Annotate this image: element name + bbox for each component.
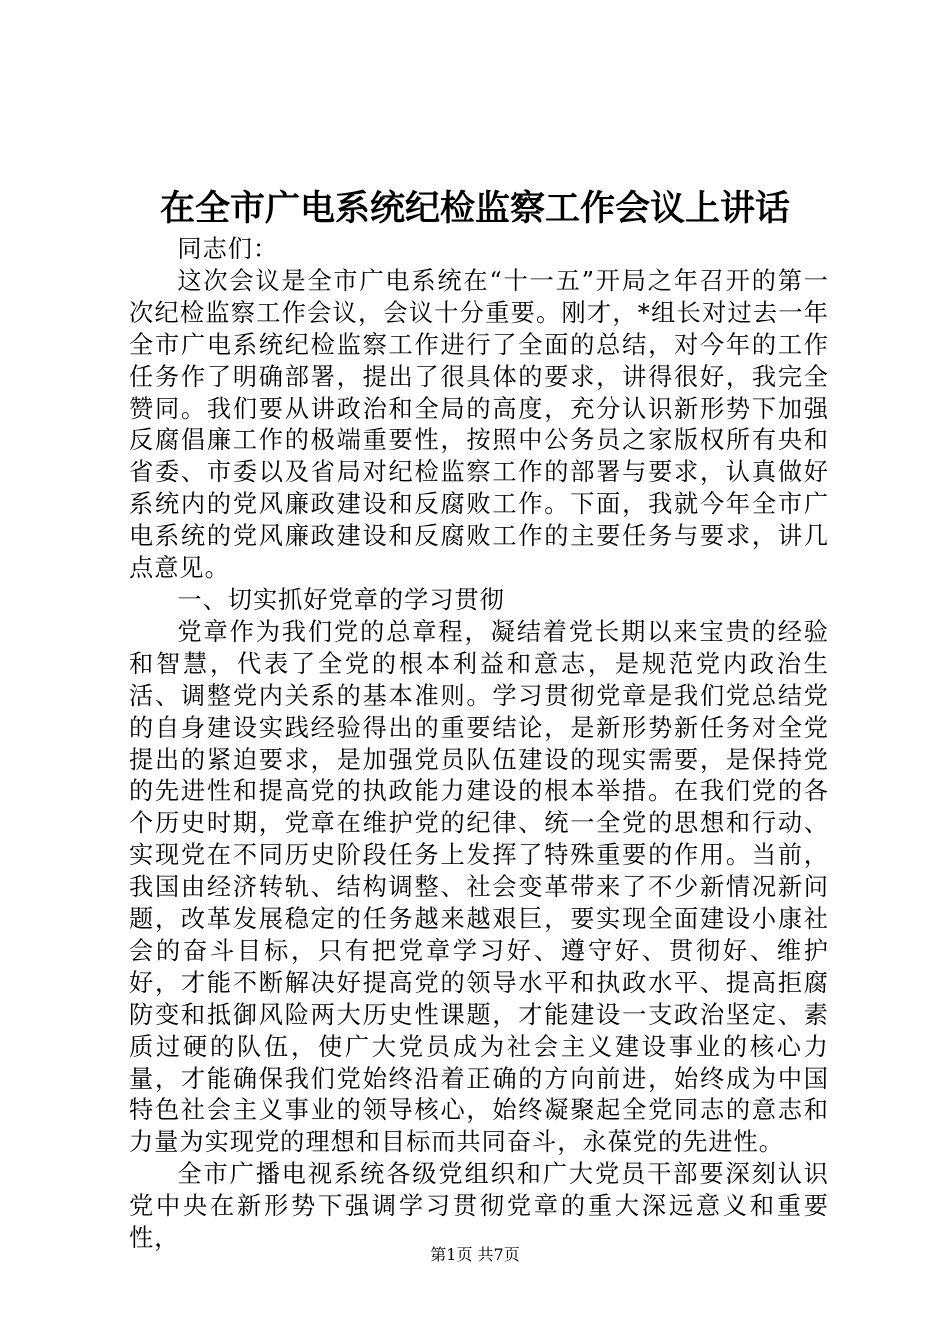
- paragraph-intro: 这次会议是全市广电系统在“十一五”开局之年召开的第一次纪检监察工作会议，会议十分重要。刚才，*组长对过去一年全市广电系统纪检监察工作进行了全面的总结，对今年的工作任务作了明确部署，提出了很具体的要求，讲得很好，我完全赞同。我们要从讲政治和全局的高度，充分认识新形势下加强反腐倡廉工作的极端重要性，按照中公务员之家版权所有央和省委、市委以及省局对纪检监察工作的部署与要求，认真做好系统内的党风廉政建设和反腐败工作。下面，我就今年全市广电系统的党风廉政建设和反腐败工作的主要任务与要求，讲几点意见。: [129, 266, 829, 583]
- page-number: 第1页 共7页: [430, 1245, 520, 1264]
- document-body: [129, 234, 829, 1255]
- paragraph-party-constitution: 党章作为我们党的总章程，凝结着党长期以来宝贵的经验和智慧，代表了全党的根本利益和意志，是规范党内政治生活、调整党内关系的基本准则。学习贯彻党章是我们党总结党的自身建设实践经验得出的重要结论，是新形势新任务对全党提出的紧迫要求，是加强党员队伍建设的现实需要，是保持党的先进性和提高党的执政能力建设的根本举措。在我们党的各个历史时期，党章在维护党的纪律、统一全党的思想和行动、实现党在不同历史阶段任务上发挥了特殊重要的作用。当前，我国由经济转轨、结构调整、社会变革带来了不少新情况新问题，改革发展稳定的任务越来越艰巨，要实现全面建设小康社会的奋斗目标，只有把党章学习好、遵守好、贯彻好、维护好，才能不断解决好提高党的领导水平和执政水平、提高拒腐防变和抵御风险两大历史性课题，才能建设一支政治坚定、素质过硬的队伍，使广大党员成为社会主义建设事业的核心力量，才能确保我们党始终沿着正确的方向前进，始终成为中国特色社会主义事业的领导核心，始终凝聚起全党同志的意志和力量为实现党的理想和目标而共同奋斗，永葆党的先进性。: [129, 617, 829, 1157]
- salutation: 同志们：: [177, 235, 279, 263]
- section-heading-1: 一、切实抓好党章的学习贯彻: [177, 585, 505, 614]
- document-title: 在全市广电系统纪检监察工作会议上讲话: [159, 189, 790, 229]
- paragraph-system-requirement: 全市广播电视系统各级党组织和广大党员干部要深刻认识党中央在新形势下强调学习贯彻党章的重大深远意义和重要性，: [129, 1160, 829, 1253]
